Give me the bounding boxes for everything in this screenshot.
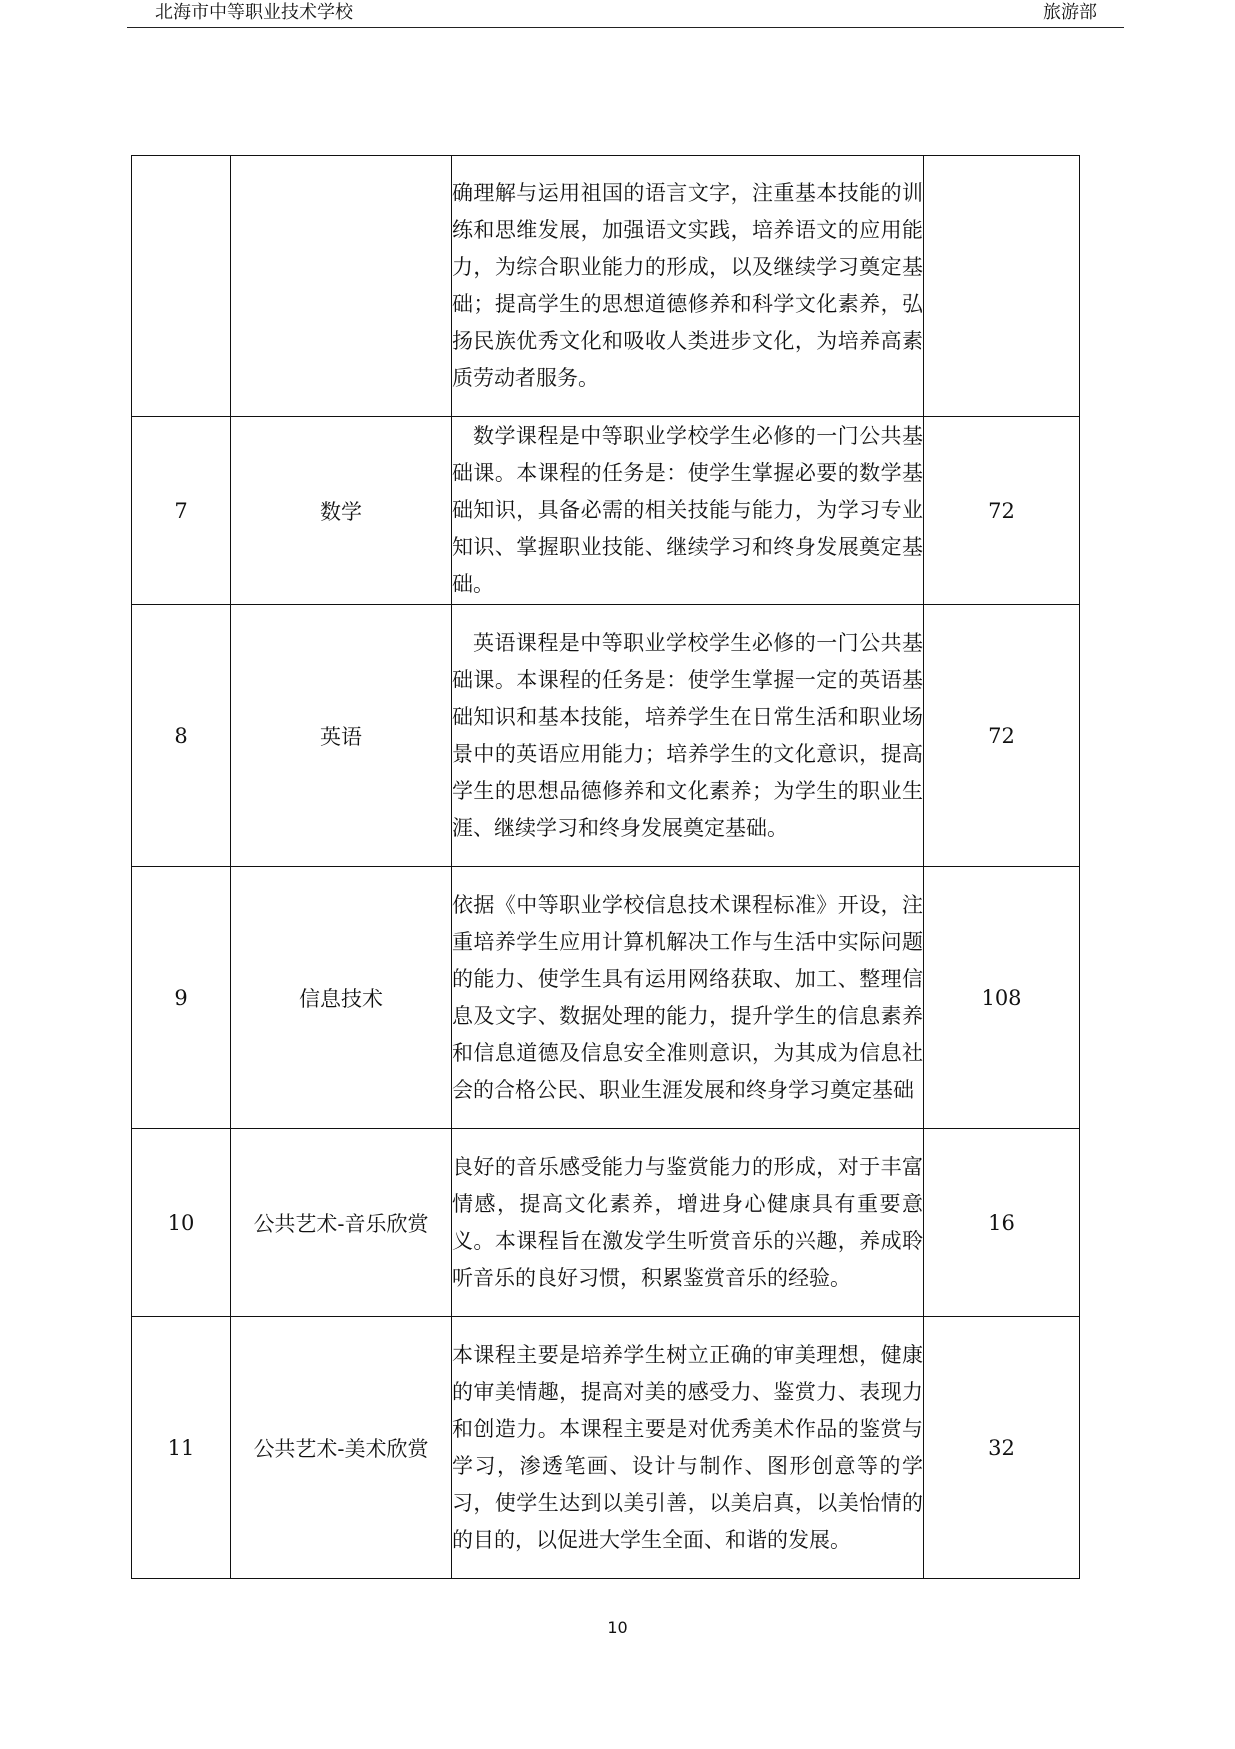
course-name: 公共艺术-音乐欣赏 [231, 1129, 452, 1317]
course-description-text: 英语课程是中等职业学校学生必修的一门公共基础课。本课程的任务是：使学生掌握一定的英语基础知识和基本技能，培养学生在日常生活和职业场景中的英语应用能力；培养学生的文化意识，提高学生的思想品德修养和文化素养；为学生的职业生涯、继续学习和终身发展奠定基础。 [452, 630, 923, 840]
course-number: 7 [132, 417, 231, 605]
course-number: 10 [132, 1129, 231, 1317]
course-number: 8 [132, 605, 231, 867]
page-number: 10 [607, 1618, 628, 1637]
course-number [132, 156, 231, 417]
course-description [452, 156, 924, 417]
table-row [132, 605, 1080, 867]
school-name: 北海市中等职业技术学校 [155, 2, 353, 23]
course-description-text: 良好的音乐感受能力与鉴赏能力的形成，对于丰富情感，提高文化素养，增进身心健康具有重要意义。本课程旨在激发学生听赏音乐的兴趣，养成聆听音乐的良好习惯，积累鉴赏音乐的经验。 [452, 1154, 923, 1290]
table-row [132, 156, 1080, 417]
table-row [132, 1317, 1080, 1579]
table-row [132, 417, 1080, 605]
course-hours [924, 156, 1080, 417]
course-description [452, 1129, 924, 1317]
course-name: 信息技术 [231, 867, 452, 1129]
course-description-text: 数学课程是中等职业学校学生必修的一门公共基础课。本课程的任务是：使学生掌握必要的数学基础知识，具备必需的相关技能与能力，为学习专业知识、掌握职业技能、继续学习和终身发展奠定基础。 [452, 424, 923, 596]
course-number: 11 [132, 1317, 231, 1579]
course-name: 数学 [231, 417, 452, 605]
course-description [452, 867, 924, 1129]
course-hours: 16 [924, 1129, 1080, 1317]
table-row [132, 867, 1080, 1129]
course-hours: 32 [924, 1317, 1080, 1579]
course-description [452, 417, 924, 605]
course-number: 9 [132, 867, 231, 1129]
table-row [132, 1129, 1080, 1317]
course-description-text: 确理解与运用祖国的语言文字，注重基本技能的训练和思维发展，加强语文实践，培养语文的应用能力，为综合职业能力的形成，以及继续学习奠定基础；提高学生的思想道德修养和科学文化素养，弘扬民族优秀文化和吸收人类进步文化，为培养高素质劳动者服务。 [452, 181, 923, 390]
course-description-text: 依据《中等职业学校信息技术课程标准》开设，注重培养学生应用计算机解决工作与生活中实际问题的能力、使学生具有运用网络获取、加工、整理信息及文字、数据处理的能力，提升学生的信息素养和信息道德及信息安全准则意识，为其成为信息社会的合格公民、职业生涯发展和终身学习奠定基础 [452, 892, 923, 1102]
course-hours: 72 [924, 605, 1080, 867]
course-description [452, 1317, 924, 1579]
course-description-text: 本课程主要是培养学生树立正确的审美理想，健康的审美情趣，提高对美的感受力、鉴赏力、表现力和创造力。本课程主要是对优秀美术作品的鉴赏与学习，渗透笔画、设计与制作、图形创意等的学习，使学生达到以美引善，以美启真，以美怡情的的目的，以促进大学生全面、和谐的发展。 [452, 1342, 923, 1552]
page-header [127, 0, 1124, 28]
course-description [452, 605, 924, 867]
curriculum-table [131, 155, 1080, 1579]
course-name: 公共艺术-美术欣赏 [231, 1317, 452, 1579]
course-hours: 108 [924, 867, 1080, 1129]
course-name [231, 156, 452, 417]
course-name: 英语 [231, 605, 452, 867]
department-name: 旅游部 [1043, 2, 1097, 23]
course-hours: 72 [924, 417, 1080, 605]
